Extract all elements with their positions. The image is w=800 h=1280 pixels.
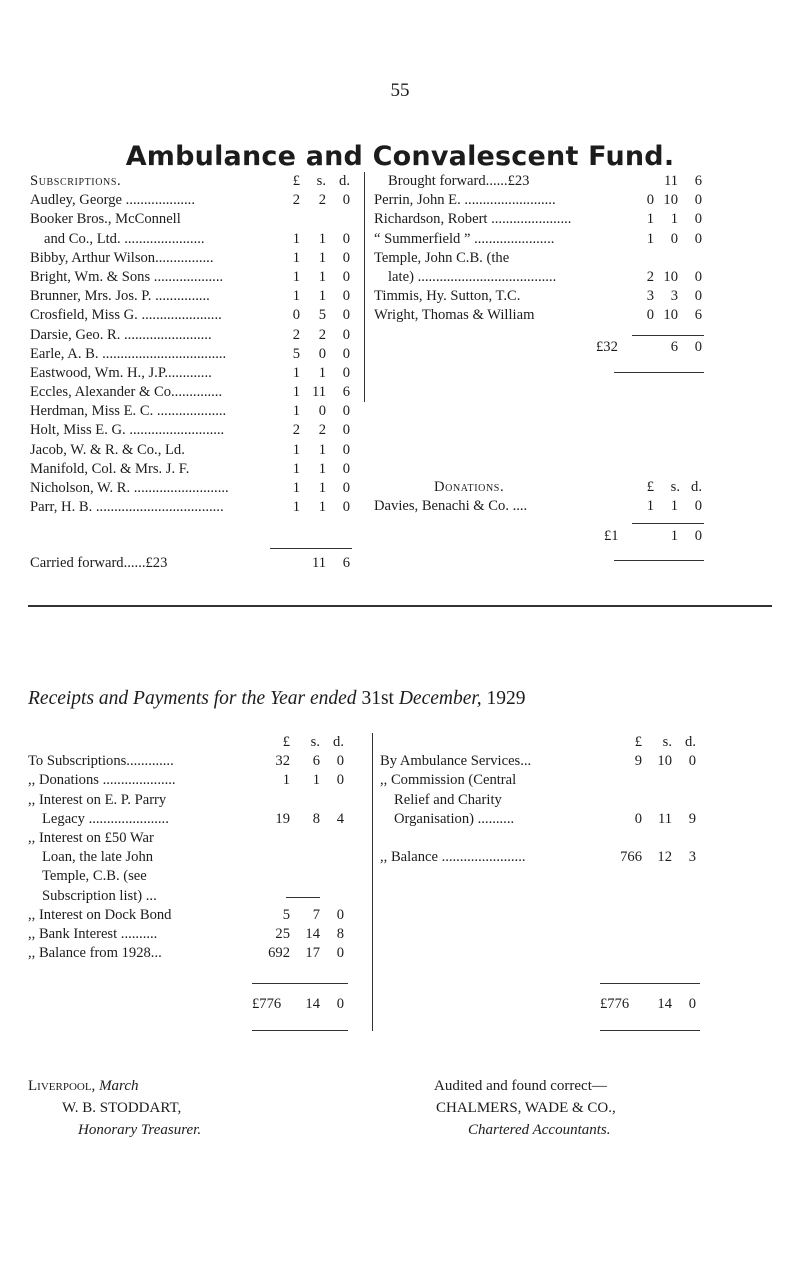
- row-shillings: 1: [312, 772, 320, 789]
- row-pounds: 5: [282, 906, 290, 923]
- footer-signer: W. B. STODDART,: [62, 1100, 182, 1116]
- row-label: Wright, Thomas & William: [374, 307, 535, 324]
- row-label: Relief and Charity: [394, 791, 502, 808]
- row-pounds: 1: [292, 480, 300, 496]
- subscription-rows: [30, 191, 352, 517]
- brought-forward-rows: [374, 172, 708, 326]
- table-row: [28, 848, 370, 867]
- table-row: [30, 287, 352, 306]
- row-pounds: 5: [292, 345, 300, 362]
- row-shillings: 10: [663, 268, 678, 285]
- row-shillings: 14: [305, 925, 320, 942]
- row-pence: 0: [342, 480, 350, 496]
- table-row: [30, 364, 352, 383]
- row-shillings: 1: [318, 441, 326, 458]
- receipts-title-day: 31st: [361, 688, 394, 709]
- row-pence: 0: [342, 441, 350, 458]
- receipts-rows: [28, 752, 370, 963]
- donations-total-row: [374, 527, 708, 546]
- row-label: ,, Interest on £50 War: [28, 829, 154, 846]
- table-row: [30, 460, 352, 479]
- table-row: [30, 230, 352, 249]
- row-pence: 0: [336, 945, 344, 962]
- subtotal-rule: [270, 548, 352, 549]
- table-row: [30, 326, 352, 345]
- row-pounds: 2: [646, 268, 654, 285]
- table-row: [30, 210, 352, 229]
- row-pounds: 1: [282, 772, 290, 789]
- footer-audit: Audited and found correct—: [434, 1078, 607, 1094]
- row-pence: 0: [336, 772, 344, 789]
- row-pounds: 3: [646, 288, 654, 305]
- row-pence: 0: [342, 307, 350, 324]
- table-row: [30, 498, 352, 517]
- table-row: [374, 191, 708, 210]
- payments-pence-header: d.: [685, 734, 696, 750]
- table-row: [374, 306, 708, 325]
- auditor-block: [434, 1075, 616, 1141]
- row-pounds: 1: [292, 364, 300, 381]
- pounds-col-header: £: [292, 173, 300, 189]
- donations-total-shillings: 1: [670, 528, 678, 544]
- shillings-col-header: s.: [316, 173, 326, 189]
- row-label: Jacob, W. & R. & Co., Ld.: [30, 441, 185, 458]
- row-pence: 0: [694, 211, 702, 228]
- carried-forward-label: Carried forward......£23: [30, 555, 168, 571]
- row-pounds: 32: [275, 753, 290, 770]
- row-pence: 0: [342, 192, 350, 209]
- receipts-total-pounds: £776: [252, 996, 282, 1012]
- row-label: Bibby, Arthur Wilson................: [30, 249, 214, 266]
- donation-name: Davies, Benachi & Co. ....: [374, 498, 528, 514]
- row-pence: 0: [342, 364, 350, 381]
- table-row: [380, 752, 710, 771]
- row-label: Parr, H. B. ...................................: [30, 499, 224, 516]
- row-pence: 0: [342, 249, 350, 266]
- receipts-shillings-header: s.: [310, 734, 320, 750]
- row-label: ,, Balance .......................: [380, 849, 526, 866]
- table-row: [30, 306, 352, 325]
- table-row: [28, 829, 370, 848]
- row-shillings: 17: [305, 945, 320, 962]
- row-pounds: 1: [292, 460, 300, 477]
- table-row: [380, 810, 710, 829]
- table-row: [30, 268, 352, 287]
- payments-total-row: [380, 995, 710, 1014]
- brought-total-shillings: 6: [670, 339, 678, 355]
- row-label: By Ambulance Services...: [380, 753, 532, 770]
- row-pence: 3: [688, 849, 696, 866]
- row-pence: 6: [694, 307, 702, 324]
- footer-place: Liverpool,: [28, 1078, 96, 1094]
- row-pounds: 2: [292, 422, 300, 439]
- row-pounds: 2: [292, 192, 300, 209]
- payments-shillings-header: s.: [662, 734, 672, 750]
- row-label: Subscription list) ...: [42, 887, 157, 904]
- brought-total-row: [374, 338, 708, 357]
- row-pence: 0: [694, 268, 702, 285]
- row-shillings: 11: [663, 173, 678, 189]
- donations-header: [374, 478, 708, 497]
- row-shillings: 1: [318, 460, 326, 477]
- pence-col-header: d.: [339, 173, 350, 189]
- receipts-pence-header: d.: [333, 734, 344, 750]
- row-pounds: 1: [292, 403, 300, 420]
- receipts-pounds-header: £: [282, 734, 290, 750]
- row-pounds: 1: [292, 384, 300, 401]
- row-pounds: 0: [634, 810, 642, 827]
- row-pounds: 25: [275, 925, 290, 942]
- donation-pounds: 1: [646, 498, 654, 514]
- row-shillings: 3: [670, 288, 678, 305]
- row-label: Manifold, Col. & Mrs. J. F.: [30, 460, 190, 477]
- carried-forward-shillings: 11: [311, 555, 326, 571]
- row-pence: 9: [688, 810, 696, 827]
- table-row: [28, 791, 370, 810]
- row-label: Loan, the late John: [42, 849, 154, 866]
- row-shillings: 0: [318, 345, 326, 362]
- row-shillings: 1: [318, 249, 326, 266]
- row-pence: 0: [694, 230, 702, 247]
- receipts-total-pence: 0: [336, 996, 344, 1012]
- row-shillings: 1: [318, 268, 326, 285]
- payments-total-pounds: £776: [600, 996, 630, 1012]
- receipts-title: [28, 688, 526, 710]
- row-label: Crosfield, Miss G. ......................: [30, 307, 222, 324]
- row-shillings: 2: [318, 192, 326, 209]
- payments-rows: [380, 752, 710, 867]
- table-row: [380, 791, 710, 810]
- table-row: [28, 771, 370, 790]
- row-pence: 0: [342, 268, 350, 285]
- row-pence: 0: [694, 192, 702, 209]
- brought-total-pence: 0: [694, 339, 702, 355]
- payments-total-shillings: 14: [657, 996, 672, 1012]
- brought-rule-bottom: [614, 372, 704, 373]
- row-shillings: 1: [318, 480, 326, 496]
- donations-pounds-header: £: [646, 479, 654, 495]
- row-pence: 6: [694, 173, 702, 189]
- row-shillings: 5: [318, 307, 326, 324]
- row-label: Perrin, John E. .........................: [374, 192, 556, 209]
- table-row: [30, 421, 352, 440]
- row-shillings: 10: [657, 753, 672, 770]
- brought-forward-column: [374, 172, 708, 544]
- row-shillings: 0: [318, 403, 326, 420]
- row-pence: 0: [694, 288, 702, 305]
- table-row: [28, 944, 370, 963]
- table-row: [30, 345, 352, 364]
- payments-rule-top: [600, 983, 700, 984]
- carried-forward-pence: 6: [342, 555, 350, 571]
- table-row: [374, 287, 708, 306]
- row-pence: 0: [342, 326, 350, 343]
- brought-total-pounds: £32: [596, 339, 618, 355]
- donations-pence-header: d.: [691, 479, 702, 495]
- table-row: [30, 383, 352, 402]
- row-label: Temple, John C.B. (the: [374, 249, 510, 266]
- donations-shillings-header: s.: [670, 479, 680, 495]
- row-label: Bright, Wm. & Sons ...................: [30, 268, 224, 285]
- carried-forward-row: [30, 554, 352, 573]
- footer-month: March: [99, 1078, 139, 1094]
- page-number: 55: [390, 80, 410, 101]
- row-pounds: 19: [275, 810, 290, 827]
- row-shillings: 1: [318, 230, 326, 247]
- row-shillings: 1: [318, 499, 326, 516]
- table-row: [374, 210, 708, 229]
- row-label: Brought forward......£23: [388, 173, 530, 189]
- table-row: [380, 848, 710, 867]
- table-row: [30, 441, 352, 460]
- table-row: [28, 906, 370, 925]
- row-pounds: 2: [292, 326, 300, 343]
- row-label: “ Summerfield ” ......................: [374, 230, 555, 247]
- row-pence: 0: [342, 230, 350, 247]
- blank-amount-dash: [286, 897, 320, 898]
- treasurer-block: [28, 1075, 201, 1141]
- row-shillings: 1: [670, 211, 678, 228]
- row-pence: 0: [336, 906, 344, 923]
- payments-rule-bottom: [600, 1030, 700, 1031]
- row-label: Eccles, Alexander & Co..............: [30, 384, 223, 401]
- row-label: late) ......................................: [388, 268, 557, 285]
- row-pounds: 1: [646, 230, 654, 247]
- table-row: [30, 479, 352, 498]
- row-label: and Co., Ltd. ......................: [44, 230, 205, 247]
- donations-rule-bottom: [614, 560, 704, 561]
- footer-signer-title: Honorary Treasurer.: [78, 1122, 202, 1138]
- receipts-title-text: Receipts and Payments for the Year ended: [28, 688, 357, 709]
- table-row: [30, 402, 352, 421]
- row-label: Booker Bros., McConnell: [30, 211, 181, 228]
- brought-rule-top: [632, 335, 704, 336]
- table-row: [374, 249, 708, 268]
- footer-auditor: CHALMERS, WADE & CO.,: [436, 1100, 616, 1116]
- row-label: Earle, A. B. ..................................: [30, 345, 227, 362]
- row-pence: 0: [342, 403, 350, 420]
- row-shillings: 1: [318, 364, 326, 381]
- row-shillings: 6: [312, 753, 320, 770]
- row-label: Herdman, Miss E. C. ...................: [30, 403, 227, 420]
- row-pounds: 0: [646, 307, 654, 324]
- row-label: To Subscriptions.............: [28, 753, 174, 770]
- table-row: [380, 829, 710, 848]
- row-pounds: 9: [634, 753, 642, 770]
- row-pence: 0: [342, 345, 350, 362]
- receipts-title-month: December,: [398, 688, 482, 709]
- row-shillings: 2: [318, 326, 326, 343]
- receipts-divider: [372, 733, 373, 1031]
- receipts-header: [28, 733, 370, 752]
- row-label: Timmis, Hy. Sutton, T.C.: [374, 288, 521, 305]
- payments-column: [380, 733, 710, 1012]
- table-row: [374, 268, 708, 287]
- row-pounds: 1: [646, 211, 654, 228]
- row-label: ,, Donations ....................: [28, 772, 176, 789]
- table-row: [374, 172, 708, 191]
- row-pounds: 1: [292, 288, 300, 305]
- row-shillings: 1: [318, 288, 326, 305]
- page-title: Ambulance and Convalescent Fund.: [125, 141, 675, 172]
- row-shillings: 0: [670, 230, 678, 247]
- row-label: ,, Interest on E. P. Parry: [28, 791, 167, 808]
- row-pence: 4: [336, 810, 344, 827]
- row-label: Organisation) ..........: [394, 810, 515, 827]
- column-divider: [364, 172, 365, 402]
- row-pence: 0: [336, 753, 344, 770]
- row-label: Darsie, Geo. R. ........................: [30, 326, 212, 343]
- donations-rule-top: [632, 523, 704, 524]
- row-label: ,, Commission (Central: [380, 772, 517, 789]
- row-pence: 0: [342, 288, 350, 305]
- table-row: [28, 867, 370, 886]
- table-row: [28, 887, 370, 906]
- row-pence: 0: [342, 499, 350, 516]
- row-shillings: 8: [312, 810, 320, 827]
- row-pounds: 1: [292, 441, 300, 458]
- table-row: [28, 752, 370, 771]
- row-label: ,, Bank Interest ..........: [28, 925, 158, 942]
- table-row: [380, 771, 710, 790]
- row-label: ,, Interest on Dock Bond: [28, 906, 172, 923]
- table-row: [28, 810, 370, 829]
- row-pounds: 1: [292, 230, 300, 247]
- row-shillings: 10: [663, 307, 678, 324]
- row-pence: 8: [336, 925, 344, 942]
- donations-heading: Donations.: [434, 479, 505, 495]
- row-label: Brunner, Mrs. Jos. P. ...............: [30, 288, 210, 305]
- row-pounds: 1: [292, 499, 300, 516]
- row-shillings: 7: [312, 906, 320, 923]
- donation-row: [374, 497, 708, 516]
- row-pounds: 0: [292, 307, 300, 324]
- row-label: Legacy ......................: [42, 810, 169, 827]
- donation-shillings: 1: [670, 498, 678, 514]
- row-label: Audley, George ...................: [30, 192, 195, 209]
- row-pounds: 0: [646, 192, 654, 209]
- row-pounds: 1: [292, 268, 300, 285]
- receipts-total-shillings: 14: [305, 996, 320, 1012]
- row-pence: 6: [342, 384, 350, 401]
- row-label: Holt, Miss E. G. ..........................: [30, 422, 225, 439]
- row-label: Richardson, Robert ......................: [374, 211, 572, 228]
- row-pence: 0: [342, 460, 350, 477]
- donations-total-pounds: £1: [604, 528, 619, 544]
- donations-total-pence: 0: [694, 528, 702, 544]
- table-row: [30, 249, 352, 268]
- row-label: Nicholson, W. R. ..........................: [30, 480, 229, 496]
- row-shillings: 11: [311, 384, 326, 401]
- row-label: Eastwood, Wm. H., J.P.............: [30, 364, 212, 381]
- row-pounds: 692: [268, 945, 290, 962]
- receipts-rule-bottom: [252, 1030, 348, 1031]
- row-pounds: 766: [620, 849, 642, 866]
- receipts-column: [28, 733, 370, 1012]
- table-row: [30, 191, 352, 210]
- table-row: [374, 230, 708, 249]
- footer-auditor-title: Chartered Accountants.: [468, 1122, 611, 1138]
- row-shillings: 10: [663, 192, 678, 209]
- row-shillings: 2: [318, 422, 326, 439]
- row-label: Temple, C.B. (see: [42, 868, 147, 885]
- row-pounds: 1: [292, 249, 300, 266]
- subscriptions-column: [30, 172, 352, 571]
- row-pence: 0: [342, 422, 350, 439]
- receipts-total-row: [28, 995, 370, 1014]
- row-pence: 0: [688, 753, 696, 770]
- row-label: ,, Balance from 1928...: [28, 945, 162, 962]
- donation-pence: 0: [694, 498, 702, 514]
- row-shillings: 12: [657, 849, 672, 866]
- payments-header: [380, 733, 710, 752]
- subscriptions-heading: Subscriptions.: [30, 173, 122, 189]
- payments-total-pence: 0: [688, 996, 696, 1012]
- subscriptions-header: [30, 172, 352, 191]
- section-separator: [28, 605, 772, 607]
- payments-pounds-header: £: [634, 734, 642, 750]
- table-row: [28, 925, 370, 944]
- receipts-rule-top: [252, 983, 348, 984]
- receipts-title-year: 1929: [486, 688, 526, 709]
- row-shillings: 11: [657, 810, 672, 827]
